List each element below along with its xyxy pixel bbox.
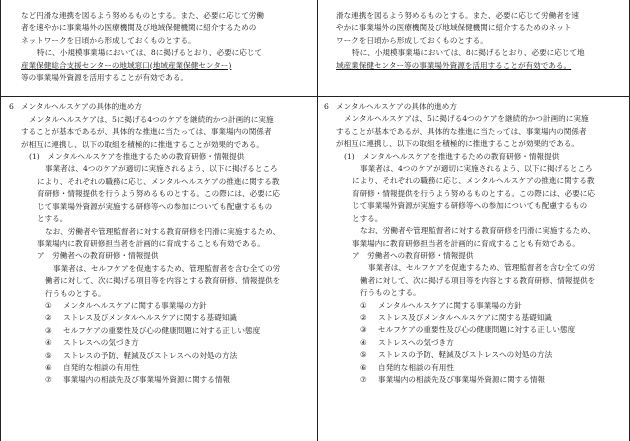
left-sub1-line-3: 育研修・情報提供を行うよう努めるものとする。この際には、必要に応 <box>37 189 280 199</box>
right-item-a-line-2: 働者に対して、次に掲げる項目等を内容とする教育研修、情報提供を <box>360 275 596 285</box>
right-item-a-line-1: 事業者は、セルフケアを促進するため、管理監督者を含む全ての労 <box>368 263 596 273</box>
right-section-6 <box>318 96 629 386</box>
right-intro-line-2: することが基本であるが、具体的な推進に当たっては、事業場内の関係者 <box>336 126 587 136</box>
left-sub1-line-5: とする。 <box>37 214 68 224</box>
left-sub1-line-2: により、それぞれの職務に応じ、メンタルヘルスケアの推進に関する教 <box>37 176 280 186</box>
list-item: ③ セルフケアの重要性及び心の健康問題に対する正しい態度 <box>45 325 261 335</box>
list-item: ⑥ 自発的な相談の有用性 <box>360 362 454 372</box>
section-title: メンタルヘルスケアの具体的進め方 <box>21 102 142 112</box>
left-note-line-2: 産業保健総合支援センターの地域窓口(地域産業保健センター) <box>21 60 232 70</box>
list-item: ③ セルフケアの重要性及び心の健康問題に対する正しい態度 <box>360 325 576 335</box>
list-item: ⑤ ストレスの予防、軽減及びストレスへの対処の方法 <box>45 350 238 360</box>
list-item: ② ストレス及びメンタルヘルスケアに関する基礎知識 <box>45 313 237 323</box>
list-item: ① メンタルヘルスケアに関する事業場の方針 <box>45 300 207 310</box>
left-item-a-line-2: 働者に対して、次に掲げる項目等を内容とする教育研修、情報提供を <box>45 276 281 286</box>
right-intro-line-1: メンタルヘルスケアは、5に掲げる4つのケアを継続的かつ計画的に実施 <box>344 114 589 124</box>
left-intro-line-3: が相互に連携し、以下の取組を積極的に推進することが効果的である。 <box>21 139 264 149</box>
left-intro-line-2: することが基本であるが、具体的な推進に当たっては、事業場内の関係者 <box>21 127 272 137</box>
section-number: 6 <box>324 102 329 112</box>
left-top-line-3: ネットワークを日頃から形成しておくものとする。 <box>21 35 196 45</box>
left-sub1-line-4: じて事業場外資源が実施する研修等への参加についても配慮するもの <box>37 201 273 211</box>
right-sub1-line-1: 事業者は、4つのケアが適切に実施されるよう、以下に掲げるところ <box>360 164 593 174</box>
list-item: ⑦ 事業場内の相談先及び事業場外資源に関する情報 <box>360 374 546 384</box>
list-item: ② ストレス及びメンタルヘルスケアに関する基礎知識 <box>360 312 552 322</box>
right-item-a-title: ア 労働者への教育研修・情報提供 <box>352 250 474 260</box>
left-top-line-2: 者を速やかに事業場外の医療機関及び地域保健機関に紹介するための <box>21 23 257 33</box>
right-column <box>318 0 630 441</box>
right-note-line-1: 特に、小規模事業場においては、8に掲げるとおり、必要に応じて地 <box>352 48 585 58</box>
left-top-line-1: など円滑な連携を図るよう努めるものとする。また、必要に応じて労働 <box>21 11 264 20</box>
left-sub1-line-1: 事業者は、4つのケアが適切に実施されるよう、以下に掲げるところ <box>45 164 278 174</box>
left-note-line-3: 等の事業場外資源を活用することが有効である。 <box>21 73 189 83</box>
left-item-a-line-1: 事業者は、セルフケアを促進するため、管理監督者を含む全ての労 <box>53 263 281 273</box>
list-item: ④ ストレスへの気づき方 <box>360 337 454 347</box>
section-title: メンタルヘルスケアの具体的進め方 <box>336 102 457 112</box>
right-note-line-2: 域産業保健センター等の事業場外資源を活用することが有効である。 <box>336 60 572 70</box>
left-sub1-title: (1) メンタルヘルスケアを推進するための教育研修・情報提供 <box>29 152 245 162</box>
right-sub1-title: (1) メンタルヘルスケアを推進するための教育研修・情報提供 <box>344 151 560 161</box>
right-sub1-line-4: じて事業場外資源が実施する研修等への参加についても配慮するもの <box>352 201 588 211</box>
left-intro-line-1: メンタルヘルスケアは、5に掲げる4つのケアを継続的かつ計画的に実施 <box>29 114 274 124</box>
left-note-line-1: 特に、小規模事業場においては、8に掲げるとおり、必要に応じて <box>37 48 263 58</box>
left-sub1b-line-1: なお、労働者や管理監督者に対する教育研修を円滑に実施するため、 <box>45 226 281 236</box>
left-sub1b-line-2: 事業場内に教育研修担当者を計画的に育成することも有効である。 <box>37 238 265 248</box>
right-sub1-line-5: とする。 <box>352 213 383 223</box>
right-sub1-line-3: 育研修・情報提供を行うよう努めるものとする。この際には、必要に応 <box>352 188 595 198</box>
right-intro-line-3: が相互に連携し、以下の取組を積極的に推進することが効果的である。 <box>336 139 579 149</box>
right-top-line-1: 滑な連携を図るよう努めるものとする。また、必要に応じて労働者を速 <box>336 11 579 20</box>
left-item-a-line-3: 行うものとする。 <box>45 288 106 298</box>
left-item-a-title: ア 労働者への教育研修・情報提供 <box>37 251 159 261</box>
right-sub1b-line-2: 事業場内に教育研修担当者を計画的に育成することも有効である。 <box>352 238 580 248</box>
right-item-a-line-3: 行うものとする。 <box>360 288 421 298</box>
list-item: ⑦ 事業場内の相談先及び事業場外資源に関する情報 <box>45 375 231 385</box>
right-sub1-line-2: により、それぞれの職務に応じ、メンタルヘルスケアの推進に関する教 <box>352 176 595 186</box>
right-top-line-2: やかに事業場外の医療機関及び地域保健機関に紹介するためのネット <box>336 23 572 33</box>
left-section-6 <box>1 96 317 386</box>
list-item: ⑤ ストレスの予防、軽減及びストレスへの対処の方法 <box>360 350 553 360</box>
list-item: ④ ストレスへの気づき方 <box>45 338 139 348</box>
right-section-heading <box>324 101 625 113</box>
list-item: ⑥ 自発的な相談の有用性 <box>45 362 139 372</box>
right-sub1b-line-1: なお、労働者や管理監督者に対する教育研修を円滑に実施するため、 <box>360 226 596 236</box>
right-top-line-3: ワークを日頃から形成しておくものとする。 <box>336 35 488 45</box>
left-section-heading <box>9 101 313 113</box>
section-number: 6 <box>9 102 14 112</box>
list-item: ① メンタルヘルスケアに関する事業場の方針 <box>360 300 522 310</box>
